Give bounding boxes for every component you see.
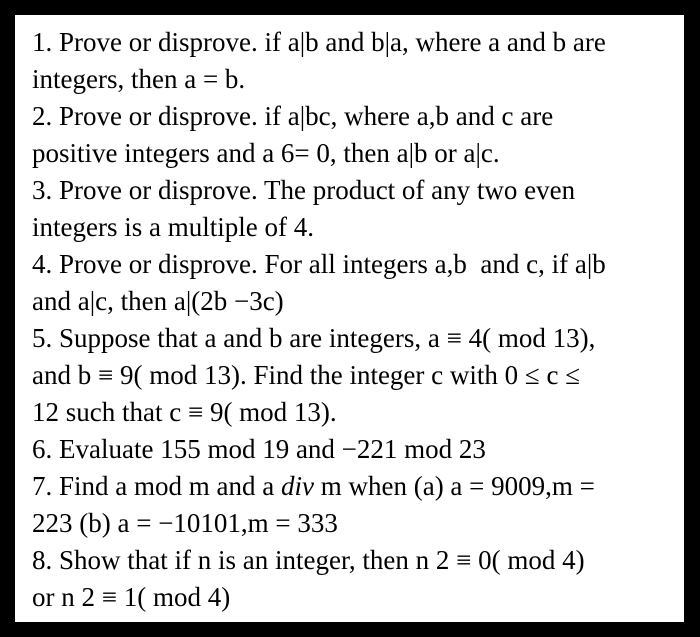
text-line [32, 320, 677, 357]
text-line [32, 24, 677, 61]
text-segment: positive integers and a 6= 0, then a|b or a|c. [32, 138, 500, 168]
text-segment: 223 (b) a = −10101,m = 333 [32, 508, 338, 538]
text-segment: 7. Find a mod m and a [32, 471, 281, 501]
text-segment: 8. Show that if n is an integer, then n 2 ≡ 0( mod 4) [32, 545, 585, 575]
text-segment: 12 such that c ≡ 9( mod 13). [32, 397, 337, 427]
text-segment: and b ≡ 9( mod 13). Find the integer c with 0 ≤ c ≤ [32, 360, 581, 390]
text-line [32, 468, 677, 505]
text-segment: 6. Evaluate 155 mod 19 and −221 mod 23 [32, 434, 486, 464]
text-segment: 3. Prove or disprove. The product of any two even [32, 175, 576, 205]
text-line [32, 61, 677, 98]
text-line [32, 542, 677, 579]
text-segment: 4. Prove or disprove. For all integers a,b and c, if a|b [32, 249, 606, 279]
text-line [32, 579, 677, 616]
text-segment: m when (a) a = 9009,m = [313, 471, 595, 501]
text-line [32, 283, 677, 320]
text-line [32, 394, 677, 431]
text-segment: or n 2 ≡ 1( mod 4) [32, 582, 231, 612]
text-line [32, 246, 677, 283]
text-line [32, 135, 677, 172]
text-segment: integers is a multiple of 4. [32, 212, 314, 242]
text-segment: and a|c, then a|(2b −3c) [32, 286, 284, 316]
text-segment: div [280, 471, 314, 501]
text-line [32, 209, 677, 246]
text-line [32, 357, 677, 394]
text-line [32, 505, 677, 542]
text-segment: 5. Suppose that a and b are integers, a ≡ 4( mod 13), [32, 323, 596, 353]
text-line [32, 172, 677, 209]
text-segment: integers, then a = b. [32, 64, 246, 94]
problem-list [32, 24, 677, 616]
text-segment: 1. Prove or disprove. if a|b and b|a, where a and b are [32, 27, 606, 57]
text-line [32, 431, 677, 468]
text-segment: 2. Prove or disprove. if a|bc, where a,b and c are [32, 101, 554, 131]
document-panel [15, 15, 684, 622]
text-line [32, 98, 677, 135]
